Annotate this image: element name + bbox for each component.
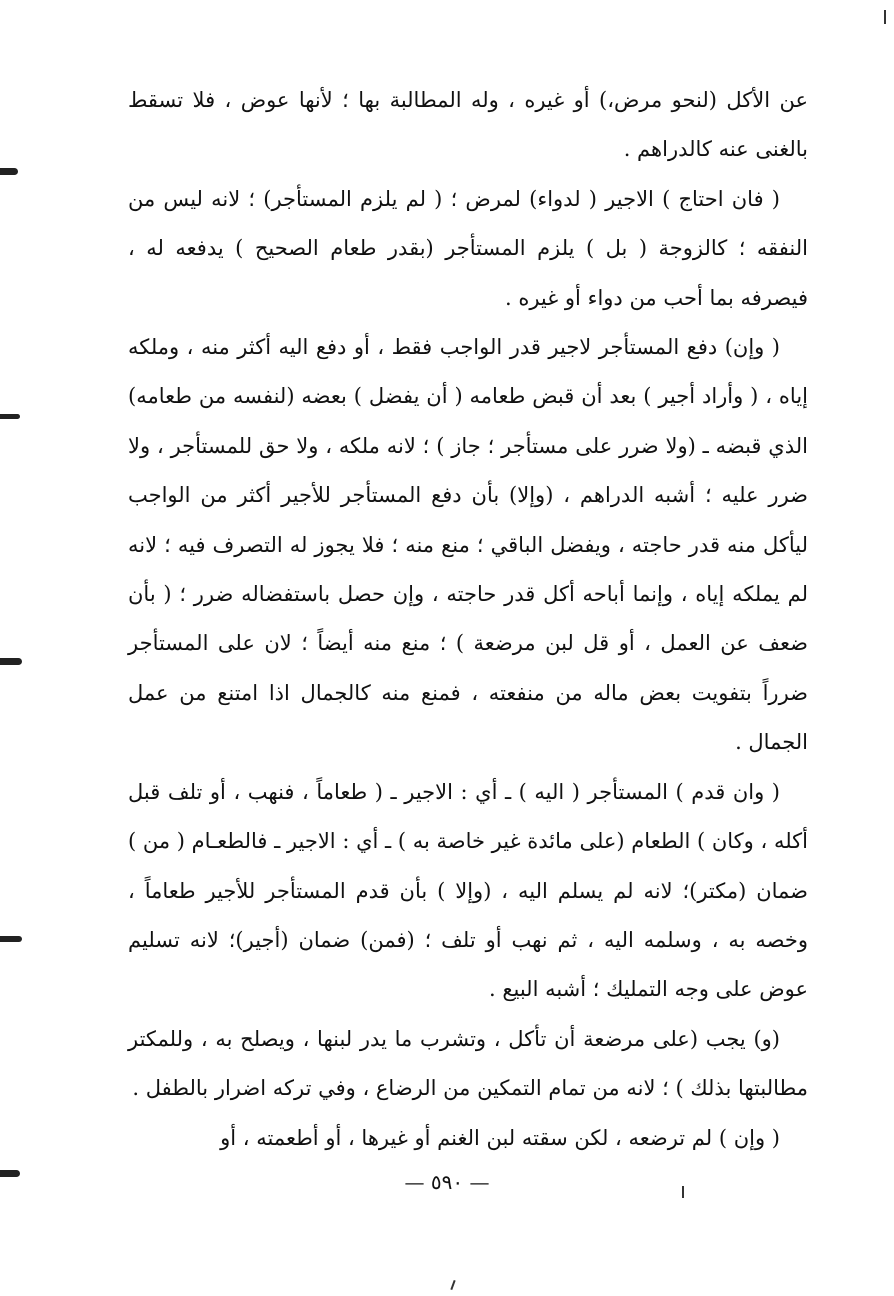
paragraph: عن الأكل (لنحو مرض،) أو غيره ، وله المطالبة بها ؛ لأنها عوض ، فلا تسقط بالغنى عنه كالدراهم . xyxy=(128,88,808,162)
paragraph: ( فان احتاج ) الاجير ( لدواء) لمرض ؛ ( لم يلزم المستأجر) ؛ لانه ليس من النفقه ؛ كالزوجة ( بل ) يلزم المستأجر (بقدر طعام الصحيح ) يدفعه له ، فيصرفه بما أحب من دواء أو غيره . xyxy=(128,186,808,310)
page-edge-mark xyxy=(0,414,20,419)
paragraph: ( وإن) دفع المستأجر لاجير قدر الواجب فقط ، أو دفع اليه أكثر منه ، وملكه إياه ، ( وأراد أجير ) بعد أن قبض طعامه ( أن يفضل ) بعضه (لنفسه من طعامه) الذي قبضه ـ (ولا ضرر على مستأجر ؛ جاز ) ؛ لانه ملكه ، ولا حق للمستأجر ، ولا ضرر عليه ؛ أشبه الدراهم ، (وإلا) بأن دفع المستأجر للأجير أكثر من الواجب ليأكل منه قدر حاجته ، ويفضل الباقي ؛ منع منه ؛ فلا يجوز له التصرف فيه ؛ لانه لم يملكه إياه ، وإنما أباحه أكل قدر حاجته ، وإن حصل باستفضاله ضرر ؛ ( بأن ضعف عن العمل ، أو قل لبن مرضعة ) ؛ منع منه أيضاً ؛ لان على المستأجر ضرراً بتفويت بعض ماله من منفعته ، فمنع منه كالجمال اذا امتنع من عمل الجمال . xyxy=(128,335,808,755)
scan-speck xyxy=(884,10,886,24)
body-text xyxy=(128,76,808,1163)
paragraph: (و) يجب (على مرضعة أن تأكل ، وتشرب ما يدر لبنها ، ويصلح به ، وللمكتر مطالبتها بذلك ) ؛ لانه من تمام التمكين من الرضاع ، وفي تركه اضرار بالطفل . xyxy=(128,1026,808,1101)
scan-speck xyxy=(450,1280,455,1290)
page-number: — ٥٩٠ — xyxy=(404,1170,490,1194)
page-edge-mark xyxy=(0,168,18,175)
page-edge-mark xyxy=(0,658,22,665)
paragraph: ( وان قدم ) المستأجر ( اليه ) ـ أي : الاجير ـ ( طعاماً ، فنهب ، أو تلف قبل أكله ، وكان ) الطعام (على مائدة غير خاصة به ) ـ أي : الاجير ـ فالطعـام ( من ) ضمان (مكتر)؛ لانه لم يسلم اليه ، (وإلا ) بأن قدم المستأجر للأجير طعاماً ، وخصه به ، وسلمه اليه ، ثم نهب أو تلف ؛ (فمن) ضمان (أجير)؛ لانه تسليم عوض على وجه التمليك ؛ أشبه البيع . xyxy=(128,779,808,1002)
page-edge-mark xyxy=(0,936,22,942)
paragraph: ( وإن ) لم ترضعه ، لكن سقته لبن الغنم أو غيرها ، أو أطعمته ، أو xyxy=(220,1125,780,1150)
